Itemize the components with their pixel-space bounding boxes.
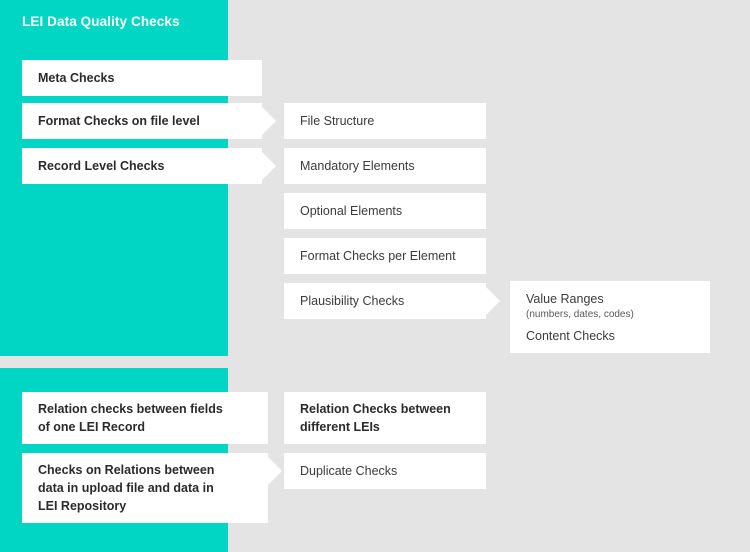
node-label: Duplicate Checks [300,464,398,478]
node-label-line1: Relation Checks between [300,402,451,416]
node-record-level-checks[interactable] [22,148,262,184]
node-label-line1: Relation checks between fields [38,402,223,416]
node-label: Meta Checks [38,71,115,85]
node-meta-checks[interactable] [22,60,262,96]
node-file-structure[interactable] [284,103,486,139]
node-relation-checks-different-leis[interactable] [284,392,486,444]
node-label: Format Checks per Element [300,249,456,263]
arrow-icon-plausibility-checks [486,287,500,315]
arrow-icon-record-level-checks [262,152,276,180]
node-label-line2: data in upload file and data in [38,481,214,495]
node-label: Record Level Checks [38,159,165,173]
node-plausibility-checks[interactable] [284,283,486,319]
node-label-value-ranges: Value Ranges [526,291,604,306]
node-label-content-checks: Content Checks [526,328,615,343]
page-title: LEI Data Quality Checks [22,14,180,29]
node-value-ranges-content-checks[interactable] [510,281,710,353]
node-label: Plausibility Checks [300,294,405,308]
node-label-line1: Checks on Relations between [38,463,215,477]
node-relation-checks-fields-one-lei[interactable] [22,392,268,444]
node-optional-elements[interactable] [284,193,486,229]
node-label: Mandatory Elements [300,159,415,173]
section-divider [0,356,750,368]
node-label-line2: different LEIs [300,420,380,434]
node-format-checks-file-level[interactable] [22,103,262,139]
node-label: Optional Elements [300,204,403,218]
node-label: File Structure [300,114,375,128]
node-label: Format Checks on file level [38,114,200,128]
node-format-checks-per-element[interactable] [284,238,486,274]
node-checks-on-relations-upload-repository[interactable] [22,453,268,523]
node-mandatory-elements[interactable] [284,148,486,184]
node-label-line3: LEI Repository [38,499,127,513]
arrow-icon-checks-on-relations [268,457,282,485]
node-label-line2: of one LEI Record [38,420,145,434]
node-sublabel-value-ranges: (numbers, dates, codes) [526,308,634,320]
arrow-icon-format-checks [262,107,276,135]
node-duplicate-checks[interactable] [284,453,486,489]
